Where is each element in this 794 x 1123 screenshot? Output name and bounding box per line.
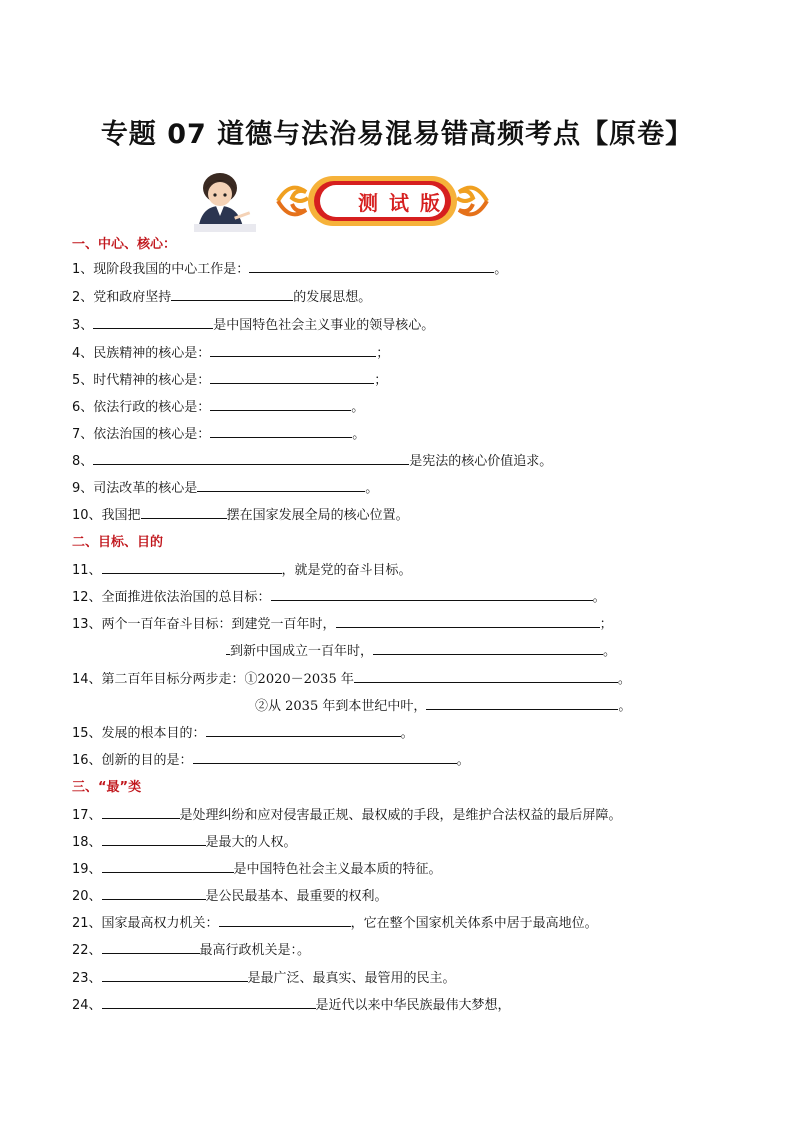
question-text: 党和政府坚持: [93, 290, 172, 305]
test-version-banner: [190, 170, 510, 232]
question-14: [72, 668, 631, 689]
question-number: 13、: [72, 617, 102, 632]
question-17: [72, 804, 622, 825]
question-number: 20、: [72, 889, 102, 904]
question-number: 9、: [72, 481, 94, 496]
answer-blank[interactable]: [210, 396, 351, 411]
question-text-end: 。: [592, 590, 606, 605]
question-6: [72, 396, 364, 417]
question-text: 依法治国的核心是：: [93, 427, 211, 442]
answer-blank[interactable]: [249, 258, 494, 273]
question-number: 24、: [72, 998, 102, 1013]
question-text: 司法改革的核心是: [93, 481, 198, 496]
answer-blank[interactable]: [197, 477, 365, 492]
question-21: [72, 912, 598, 933]
question-number: 10、: [72, 508, 102, 523]
answer-blank[interactable]: [210, 369, 374, 384]
answer-blank[interactable]: [219, 912, 351, 927]
question-number: 17、: [72, 808, 102, 823]
question-number: 1、: [72, 262, 94, 277]
question-number: 18、: [72, 835, 102, 850]
question-number: 6、: [72, 400, 94, 415]
question-text-end: 是公民最基本、最重要的权利。: [205, 889, 388, 904]
answer-blank[interactable]: [336, 613, 600, 628]
answer-blank[interactable]: [206, 722, 401, 737]
section-heading-center-core: 一、中心、核心：: [72, 237, 177, 252]
answer-blank[interactable]: [102, 831, 206, 846]
banner-label: 测 试 版: [358, 191, 442, 215]
question-text: 依法行政的核心是：: [93, 400, 211, 415]
question-18: [72, 831, 297, 852]
question-text-end: 是中国特色社会主义最本质的特征。: [233, 862, 442, 877]
question-12: [72, 586, 606, 607]
answer-blank[interactable]: [210, 342, 376, 357]
answer-blank[interactable]: [102, 559, 282, 574]
question-number: 22、: [72, 943, 102, 958]
answer-blank[interactable]: [93, 314, 213, 329]
question-14-continued: [255, 695, 631, 716]
question-text-end: 。: [618, 699, 632, 714]
question-text: 创新的目的是：: [101, 753, 193, 768]
question-16: [72, 749, 470, 770]
question-text-end: ，就是党的奋斗目标。: [281, 563, 412, 578]
question-3: [72, 314, 434, 335]
question-number: 16、: [72, 753, 102, 768]
question-text-end: 。: [603, 644, 617, 659]
question-text-end: 。: [400, 726, 414, 741]
question-text-end: 。: [352, 427, 366, 442]
question-text: 民族精神的核心是：: [93, 346, 211, 361]
question-19: [72, 858, 442, 879]
answer-blank[interactable]: [102, 804, 180, 819]
answer-blank[interactable]: [102, 967, 248, 982]
answer-blank[interactable]: [102, 939, 200, 954]
section-heading-most: 三、“最”类: [72, 780, 142, 795]
question-text-end: 。: [617, 672, 631, 687]
answer-blank[interactable]: [210, 423, 352, 438]
question-text-end: 。: [494, 262, 508, 277]
question-text: 到新中国成立一百年时，: [230, 644, 374, 659]
question-number: 21、: [72, 916, 102, 931]
question-number: 2、: [72, 290, 94, 305]
question-number: 8、: [72, 454, 94, 469]
question-text-end: 。: [456, 753, 470, 768]
question-10: [72, 504, 409, 525]
question-text: 全面推进依法治国的总目标：: [101, 590, 271, 605]
question-text-end: 是宪法的核心价值追求。: [409, 454, 553, 469]
question-number: 5、: [72, 373, 94, 388]
question-7: [72, 423, 365, 444]
answer-blank[interactable]: [271, 586, 593, 601]
question-text-end: 是最大的人权。: [205, 835, 297, 850]
question-number: 4、: [72, 346, 94, 361]
answer-blank[interactable]: [373, 640, 603, 655]
answer-blank[interactable]: [141, 504, 227, 519]
question-11: [72, 559, 412, 580]
page-title: 专题 07 道德与法治易混易错高频考点【原卷】: [100, 119, 694, 150]
question-text-end: ；: [376, 346, 390, 361]
question-text-end: 摆在国家发展全局的核心位置。: [226, 508, 409, 523]
question-text: 国家最高权力机关：: [101, 916, 219, 931]
question-text-end: 是近代以来中华民族最伟大梦想，: [315, 998, 511, 1013]
question-15: [72, 722, 414, 743]
answer-blank[interactable]: [102, 885, 206, 900]
question-8: [72, 450, 552, 471]
question-text-end: 是最广泛、最真实、最管用的民主。: [247, 971, 456, 986]
question-2: [72, 286, 371, 307]
question-13-continued: [226, 640, 616, 661]
question-number: 14、: [72, 672, 102, 687]
answer-blank[interactable]: [102, 994, 316, 1009]
question-13: [72, 613, 613, 634]
answer-blank[interactable]: [171, 286, 293, 301]
question-text: 我国把: [101, 508, 141, 523]
question-5: [72, 369, 387, 390]
question-text-end: ；: [374, 373, 388, 388]
question-text-end: 。: [365, 481, 379, 496]
answer-blank[interactable]: [93, 450, 409, 465]
question-text-end: 。: [351, 400, 365, 415]
question-text: 第二百年目标分两步走：①2020－2035 年: [101, 672, 354, 687]
answer-blank[interactable]: [354, 668, 618, 683]
question-number: 12、: [72, 590, 102, 605]
question-4: [72, 342, 389, 363]
question-text: 现阶段我国的中心工作是：: [93, 262, 250, 277]
question-text: 发展的根本目的：: [101, 726, 206, 741]
question-number: 7、: [72, 427, 94, 442]
question-9: [72, 477, 378, 498]
question-22: [72, 939, 310, 960]
question-text-end: ；: [599, 617, 613, 632]
question-number: 15、: [72, 726, 102, 741]
question-text-end: ，它在整个国家机关体系中居于最高地位。: [350, 916, 598, 931]
question-24: [72, 994, 511, 1015]
question-number: 19、: [72, 862, 102, 877]
question-number: 3、: [72, 318, 94, 333]
question-23: [72, 967, 456, 988]
answer-blank[interactable]: [102, 858, 234, 873]
question-1: [72, 258, 507, 279]
question-text-end: 最高行政机关是：。: [199, 943, 311, 958]
question-text-end: 是处理纠纷和应对侵害最正规、最权威的手段，是维护合法权益的最后屏障。: [179, 808, 622, 823]
answer-blank[interactable]: [426, 695, 618, 710]
question-text: 两个一百年奋斗目标：到建党一百年时，: [101, 617, 336, 632]
question-number: 23、: [72, 971, 102, 986]
question-text: ②从 2035 年到本世纪中叶，: [255, 699, 427, 714]
question-text: 时代精神的核心是：: [93, 373, 211, 388]
answer-blank[interactable]: [193, 749, 457, 764]
question-text-end: 是中国特色社会主义事业的领导核心。: [213, 318, 435, 333]
section-heading-goals: 二、目标、目的: [72, 535, 164, 550]
question-number: 11、: [72, 563, 102, 578]
question-20: [72, 885, 388, 906]
question-text-end: 的发展思想。: [293, 290, 372, 305]
